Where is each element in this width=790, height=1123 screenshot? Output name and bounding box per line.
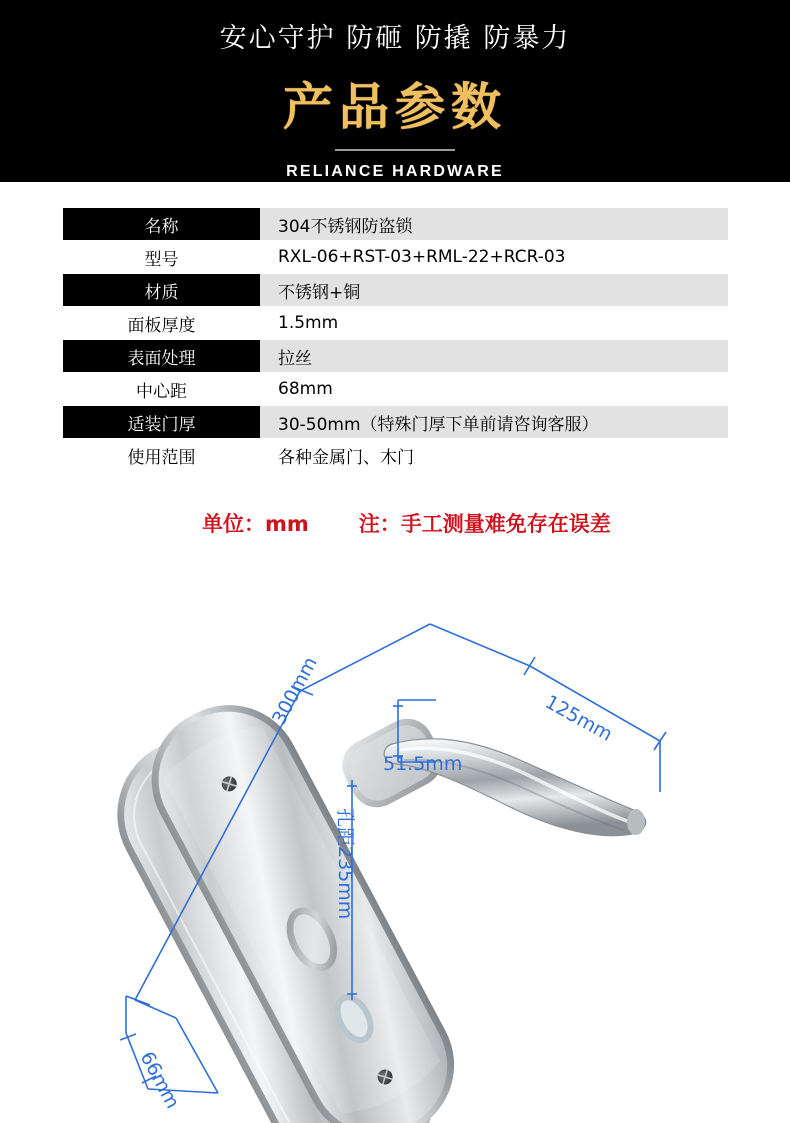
dimension-label-handle-length: 125mm (541, 691, 617, 746)
table-row (63, 340, 728, 372)
spec-key: 面板厚度 (63, 307, 260, 339)
table-row (63, 406, 728, 438)
lock-illustration (0, 548, 790, 1123)
spec-value: 各种金属门、木门 (260, 439, 728, 471)
spec-value: RXL-06+RST-03+RML-22+RCR-03 (260, 241, 728, 273)
table-row (63, 274, 728, 306)
dimension-label-hole-distance: 孔距235mm (334, 808, 356, 920)
brand-name: RELIANCE HARDWARE (286, 163, 504, 180)
spec-key: 名称 (63, 208, 260, 240)
remark-label: 注：手工测量难免存在误差 (358, 512, 611, 536)
spec-value: 拉丝 (260, 340, 728, 372)
table-row (63, 208, 728, 240)
spec-key: 型号 (63, 241, 260, 273)
spec-value: 30-50mm（特殊门厚下单前请咨询客服） (260, 406, 728, 438)
page-title: 产品参数 (283, 78, 507, 136)
table-row (63, 373, 728, 405)
spec-table (63, 208, 728, 472)
spec-key: 表面处理 (63, 340, 260, 372)
spec-value: 1.5mm (260, 307, 728, 339)
table-row (63, 307, 728, 339)
spec-key: 材质 (63, 274, 260, 306)
product-diagram (0, 548, 790, 1123)
spec-value: 304不锈钢防盗锁 (260, 208, 728, 240)
table-row (63, 439, 728, 471)
spec-value: 不锈钢+铜 (260, 274, 728, 306)
page-header (0, 0, 790, 182)
header-divider (335, 149, 455, 151)
dimension-label-length: 300mm (268, 653, 322, 729)
spec-key: 适装门厚 (63, 406, 260, 438)
unit-label: 单位：mm (202, 512, 309, 536)
spec-key: 中心距 (63, 373, 260, 405)
spec-key: 使用范围 (63, 439, 260, 471)
header-tagline: 安心守护 防砸 防撬 防暴力 (219, 23, 571, 54)
spec-value: 68mm (260, 373, 728, 405)
measurement-note (63, 508, 728, 538)
dimension-label-handle-offset: 51.5mm (383, 753, 463, 775)
dimension-label-width: 66mm (135, 1048, 184, 1113)
table-row (63, 241, 728, 273)
